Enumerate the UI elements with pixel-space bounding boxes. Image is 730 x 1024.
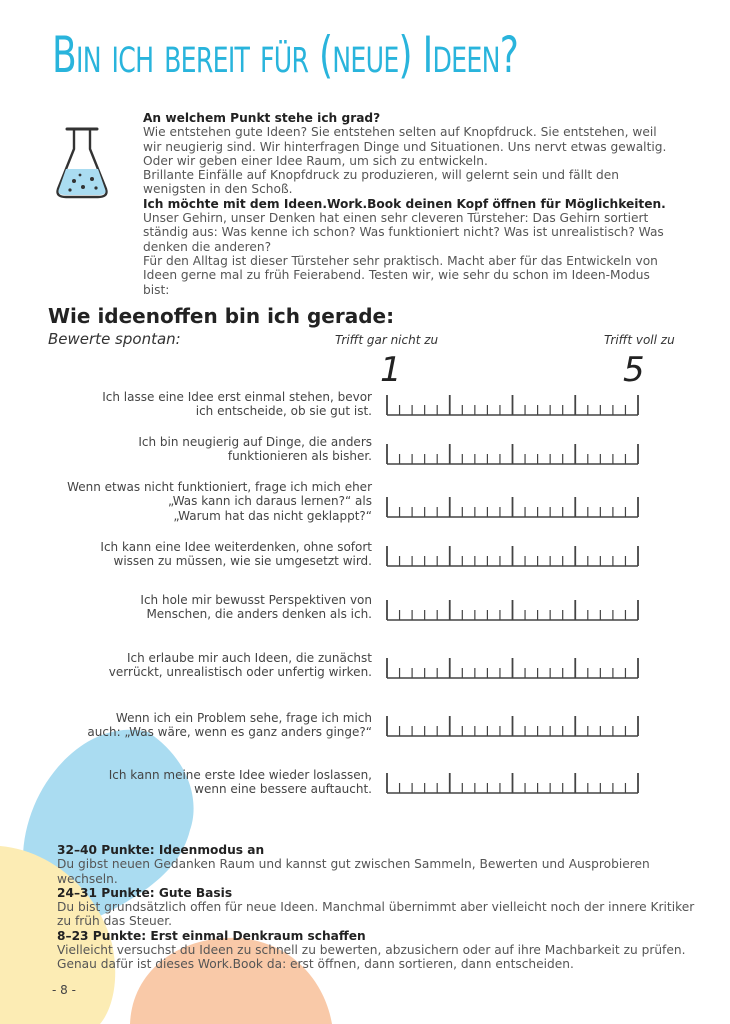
rating-scale-ruler[interactable] [386,656,639,680]
rating-item-line: Menschen, die anders denken als ich. [146,607,372,622]
result-heading-mid: 24–31 Punkte: Gute Basis [57,885,233,900]
rating-item-line: wissen zu müssen, wie sie umgesetzt wird. [113,554,372,569]
rating-scale-ruler[interactable] [386,495,639,519]
rating-item-1-text [30,390,372,419]
rating-item-6-text [30,651,372,680]
rating-item-line: „Was kann ich daraus lernen?“ als [167,494,372,509]
rating-item-line: Ich kann eine Idee weiterdenken, ohne sofort [100,540,372,554]
rating-item-5-text [30,593,372,622]
rating-scale-ruler[interactable] [386,714,639,738]
page-title: Bin ich bereit für (neue) Ideen? [52,26,519,84]
rating-scale-ruler[interactable] [386,393,639,417]
rating-item-line: Wenn ich ein Problem sehe, frage ich mich [115,711,372,725]
rating-scale-4[interactable] [386,544,639,568]
intro-heading-1: An welchem Punkt stehe ich grad? [143,111,381,125]
rating-item-line: „Warum hat das nicht geklappt?“ [173,508,372,523]
rating-scale-5[interactable] [386,598,639,622]
rating-item-line: Wenn etwas nicht funktioniert, frage ich mich eher [67,480,372,494]
rating-scale-7[interactable] [386,714,639,738]
rating-item-7-text [30,711,372,740]
rating-scale-ruler[interactable] [386,598,639,622]
scale-label-low: Trifft gar nicht zu [335,333,439,347]
intro-text [143,111,678,297]
rating-subtitle: Bewerte spontan: [48,330,181,348]
rating-item-4-text [30,540,372,569]
rating-item-line: Ich erlaube mir auch Ideen, die zunächst [126,651,372,665]
intro-paragraph-1: Wie entstehen gute Ideen? Sie entstehen selten auf Knopfdruck. Sie entstehen, weil wir neugierig sind. Wir hinterfragen Dinge und Situationen. Uns nervt etwas gewaltig. Oder wir geben einer Idee Raum, um sich zu entwickeln. [143,125,667,168]
rating-scale-ruler[interactable] [386,544,639,568]
intro-paragraph-4: Für den Alltag ist dieser Türsteher sehr praktisch. Macht aber für das Entwickeln von Ideen gerne mal zu früh Feierabend. Testen wir, wie sehr du schon im Ideen-Modus bist: [143,253,658,297]
rating-item-line: Ich kann meine erste Idee wieder loslassen, [108,768,372,782]
rating-scale-6[interactable] [386,656,639,680]
scale-label-high: Trifft voll zu [604,333,675,347]
flask-icon [52,123,112,199]
intro-paragraph-3: Unser Gehirn, unser Denken hat einen sehr cleveren Türsteher: Das Gehirn sortiert ständig aus: Was kenne ich schon? Was funktioniert nicht? Was ist unrealistisch? Was denken die anderen? [143,211,664,254]
rating-scale-ruler[interactable] [386,442,639,466]
rating-item-line: funktionieren als bisher. [227,449,372,464]
rating-scale-8[interactable] [386,771,639,795]
rating-item-2-text [30,435,372,464]
result-heading-low: 8–23 Punkte: Erst einmal Denkraum schaffen [57,928,366,943]
rating-scale-1[interactable] [386,393,639,417]
intro-heading-2: Ich möchte mit dem Ideen.Work.Book deinen Kopf öffnen für Möglichkeiten. [143,196,666,211]
rating-item-line: Ich lasse eine Idee erst einmal stehen, bevor [102,390,372,404]
scale-number-high: 5 [623,350,645,390]
results-legend [57,843,697,972]
rating-item-8-text [30,768,372,797]
result-heading-high: 32–40 Punkte: Ideenmodus an [57,843,265,857]
rating-item-line: ich entscheide, ob sie gut ist. [195,404,372,419]
rating-scale-ruler[interactable] [386,771,639,795]
scale-number-low: 1 [380,350,402,390]
rating-item-line: wenn eine bessere auftaucht. [194,782,372,797]
result-text-mid: Du bist grundsätzlich offen für neue Ideen. Manchmal übernimmt aber vielleicht noch der innere Kritiker zu früh das Steuer. [57,900,695,929]
rating-title: Wie ideenoffen bin ich gerade: [48,304,395,328]
rating-item-3-text [30,480,372,523]
rating-item-line: Ich bin neugierig auf Dinge, die anders [138,435,372,449]
rating-scale-2[interactable] [386,442,639,466]
rating-item-line: auch: „Was wäre, wenn es ganz anders ginge?“ [87,725,372,740]
page-number: - 8 - [52,983,76,997]
rating-scale-3[interactable] [386,495,639,519]
result-text-high: Du gibst neuen Gedanken Raum und kannst gut zwischen Sammeln, Bewerten und Ausprobieren wechseln. [57,857,650,886]
rating-item-line: Ich hole mir bewusst Perspektiven von [140,593,372,607]
rating-item-line: verrückt, unrealistisch oder unfertig wirken. [108,665,372,680]
intro-paragraph-2: Brillante Einfälle auf Knopfdruck zu produzieren, will gelernt sein und fällt den wenigsten in den Schoß. [143,168,619,197]
result-text-low: Vielleicht versuchst du Ideen zu schnell zu bewerten, abzusichern oder auf ihre Machbarkeit zu prüfen. Genau dafür ist dieses Work.Book da: erst öffnen, dann sortieren, dann entscheiden. [57,943,686,972]
